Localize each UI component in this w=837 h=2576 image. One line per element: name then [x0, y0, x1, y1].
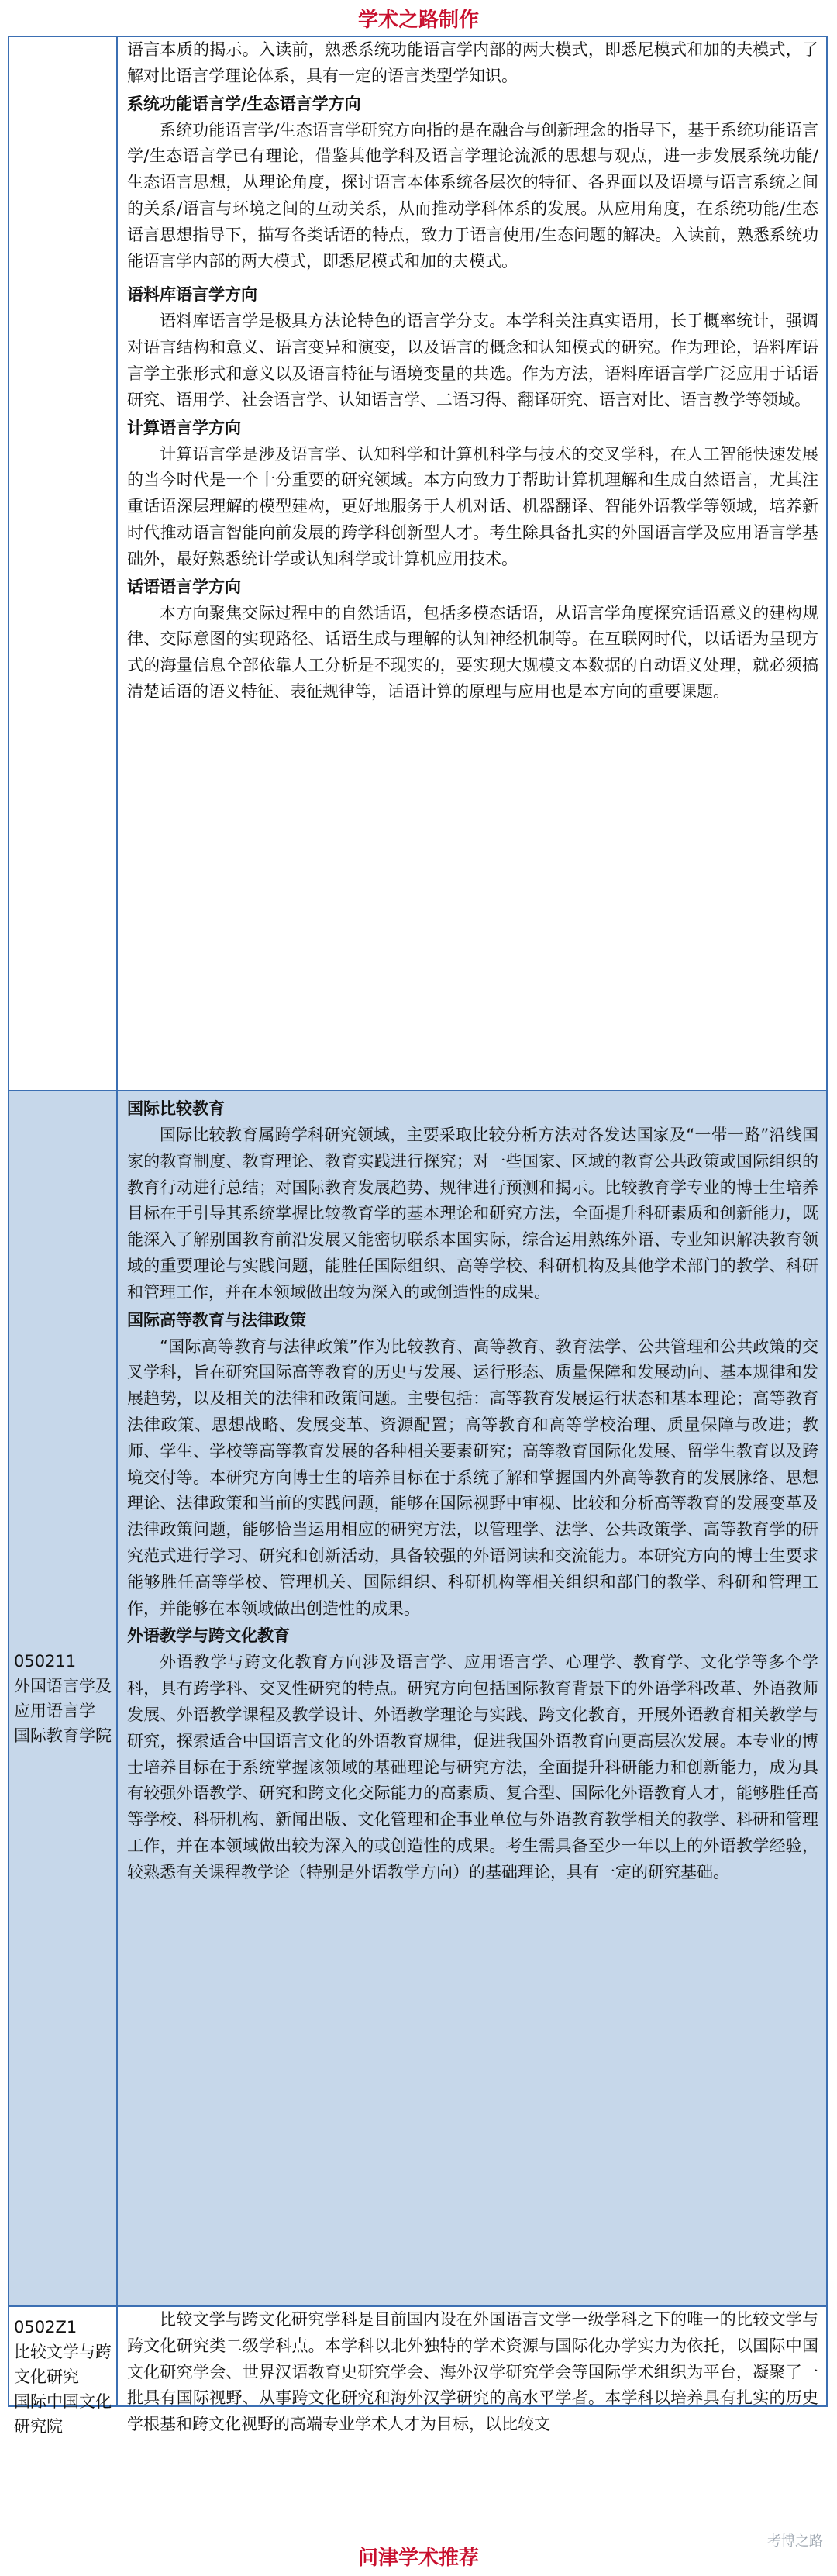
section-heading: 话语语言学方向: [127, 577, 241, 596]
footer-title: 问津学术推荐: [357, 2547, 479, 2570]
paragraph: 系统功能语言学/生态语言学研究方向指的是在融合与创新理念的指导下，基于系统功能语言学/生态语言学已有理论，借鉴其他学科及语言学理论流派的思想与观点，进一步发展系统功能/生态语言思想，从理论角度，探讨语言本体系统各层次的特征、各界面以及语境与语言系统之间的关系/语言与环境之间的互动关系，从而推动学科体系的发展。从应用角度，在系统功能/生态语言思想指导下，描写各类话语的特点，致力于语言使用/生态问题的解决。入读前，熟悉系统功能语言学内部的两大模式，即悉尼模式和加的夫模式。: [127, 120, 818, 271]
paragraph: 本方向聚焦交际过程中的自然话语，包括多模态话语，从语言学角度探究话语意义的建构规律、交际意图的实现路径、话语生成与理解的认知神经机制等。在互联网时代，以话语为呈现方式的海量信息全部依靠人工分析是不现实的，要实现大规模文本数据的自动语义处理，就必须搞清楚话语的语义特征、表征规律等，话语计算的原理与应用也是本方向的重要课题。: [127, 603, 818, 701]
table-row: [9, 1091, 826, 2307]
watermark-text: 考博之路: [767, 2533, 823, 2550]
program-name: 外国语言学及应用语言学: [14, 1677, 112, 1720]
program-name: 比较文学与跨文化研究: [14, 2343, 112, 2386]
row-label-cell: [9, 1091, 118, 2305]
table-row: [9, 2307, 826, 2436]
header-title: 学术之路制作: [357, 9, 479, 32]
row-content-cell: [118, 2307, 826, 2434]
program-code: 0502Z1: [14, 2318, 78, 2336]
paragraph: 外语教学与跨文化教育方向涉及语言学、应用语言学、心理学、教育学、文化学等多个学科，具有跨学科、交叉性研究的特点。研究方向包括国际教育背景下的外语学科改革、外语教师发展、外语教学课程及教学设计、外语教学理论与实践、跨文化教育，开展外语教育相关教学与研究，探索适合中国语言文化的外语教育规律，促进我国外语教育向更高层次发展。本专业的博士培养目标在于系统掌握该领域的基础理论与研究方法，全面提升科研能力和创新能力，成为具有较强外语教学、研究和跨文化交际能力的高素质、复合型、国际化外语教育人才，能够胜任高等学校、科研机构、新闻出版、文化管理和企事业单位与外语教育教学相关的教学、科研和管理工作，并在本领域做出较为深入的或创造性的成果。考生需具备至少一年以上的外语教学经验，较熟悉有关课程教学论（特别是外语教学方向）的基础理论，具有一定的研究基础。: [127, 1653, 818, 1881]
paragraph: “国际高等教育与法律政策”作为比较教育、高等教育、教育法学、公共管理和公共政策的交叉学科，旨在研究国际高等教育的历史与发展、运行形态、质量保障和发展动向、基本规律和发展趋势，以及相关的法律和政策问题。主要包括：高等教育发展运行状态和基本理论；高等教育法律政策、思想战略、发展变革、资源配置；高等教育和高等学校治理、质量保障与改进；教师、学生、学校等高等教育发展的各种相关要素研究；高等教育国际化发展、留学生教育以及跨境交付等。本研究方向博士生的培养目标在于系统了解和掌握国内外高等教育的发展脉络、思想理论、法律政策和当前的实践问题，能够在国际视野中审视、比较和分析高等教育的发展变革及法律政策问题，能够恰当运用相应的研究方法，以管理学、法学、公共政策学、高等教育学的研究范式进行学习、研究和创新活动，具备较强的外语阅读和交流能力。本研究方向的博士生要求能够胜任高等学校、管理机关、国际组织、科研机构等相关组织和部门的教学、科研和管理工作，并能够在本领域做出创造性的成果。: [127, 1336, 818, 1618]
department-name: 国际教育学院: [14, 1726, 112, 1745]
table-row: [9, 37, 826, 1091]
paragraph: 国际比较教育属跨学科研究领域，主要采取比较分析方法对各发达国家及“一带一路”沿线国家的教育制度、教育理论、教育实践进行探究；对一些国家、区域的教育公共政策或国际组织的教育行动进行总结；对国际教育发展趋势、规律进行预测和揭示。比较教育学专业的博士生培养目标在于引导其系统掌握比较教育学的基本理论和研究方法，全面提升科研素质和创新能力，既能深入了解别国教育前沿发展又能密切联系本国实际，综合运用熟练外语、专业知识解决教育领域的重要理论与实践问题，能胜任国际组织、高等学校、科研机构及其他学术部门的教学、科研和管理工作，并在本领域做出较为深入的或创造性的成果。: [127, 1126, 818, 1302]
section-heading: 外语教学与跨文化教育: [127, 1626, 290, 1646]
row-content-cell: [118, 1091, 826, 2305]
paragraph: 计算语言学是涉及语言学、认知科学和计算机科学与技术的交叉学科，在人工智能快速发展的当今时代是一个十分重要的研究领域。本方向致力于帮助计算机理解和生成自然语言，尤其注重话语深层理解的模型建构，更好地服务于人机对话、机器翻译、智能外语教学等领域，培养新时代推动语言智能向前发展的跨学科创新型人才。考生除具备扎实的外国语言学及应用语言学基础外，最好熟悉统计学或认知科学或计算机应用技术。: [127, 444, 818, 568]
row-label-cell: [9, 2307, 118, 2436]
section-heading: 国际高等教育与法律政策: [127, 1310, 306, 1329]
row-label-cell: [9, 37, 118, 1090]
section-heading: 国际比较教育: [127, 1099, 225, 1118]
paragraph: 语言本质的揭示。入读前，熟悉系统功能语言学内部的两大模式，即悉尼模式和加的夫模式，了解对比语言学理论体系，具有一定的语言类型学知识。: [127, 40, 818, 85]
section-heading: 语料库语言学方向: [127, 285, 257, 305]
paragraph: 语料库语言学是极具方法论特色的语言学分支。本学科关注真实语用，长于概率统计，强调对语言结构和意义、语言变异和演变，以及语言的概念和认知模式的研究。作为理论，语料库语言学主张形式和意义以及语言特征与语境变量的共选。作为方法，语料库语言学广泛应用于话语研究、语用学、社会语言学、认知语言学、二语习得、翻译研究、语言对比、语言教学等领域。: [127, 312, 818, 409]
row-content-cell: [118, 37, 826, 1090]
department-name: 国际中国文化研究院: [14, 2392, 112, 2436]
paragraph: 比较文学与跨文化研究学科是目前国内设在外国语言文学一级学科之下的唯一的比较文学与跨文化研究类二级学科点。本学科以北外独特的学术资源与国际化办学实力为依托，以国际中国文化研究学会、世界汉语教育史研究学会、海外汉学研究学会等国际学术组织为平台，凝聚了一批具有国际视野、从事跨文化研究和海外汉学研究的高水平学者。本学科以培养具有扎实的历史学根基和跨文化视野的高端专业学术人才为目标，以比较文: [127, 2310, 818, 2434]
section-heading: 系统功能语言学/生态语言学方向: [127, 94, 361, 113]
program-table: [8, 36, 828, 2436]
program-code: 050211: [14, 1652, 77, 1671]
section-heading: 计算语言学方向: [127, 418, 241, 437]
